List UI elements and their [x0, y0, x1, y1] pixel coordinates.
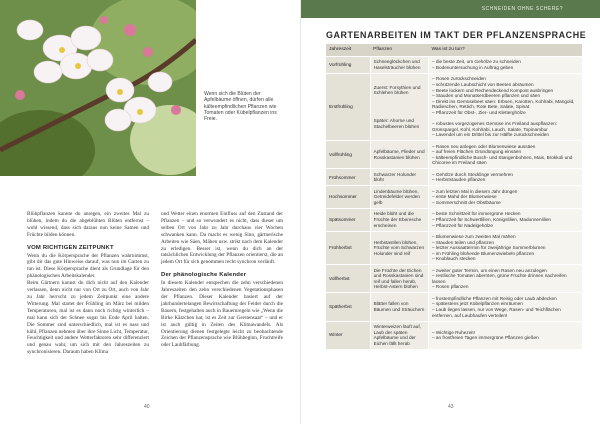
table-cell-season: Frühsommer [326, 169, 370, 186]
running-header-bar [301, 0, 600, 18]
intro-paragraph: Blühpflanzen kannte du anregen, ein zweites Mal zu blühen, indem du die abgeblühten Blüten entfernst – wohl wissend, dass sich daraus nun keine Samen und Früchte bilden können. [27, 211, 149, 238]
table-cell-todo: – Gehölze durch Stecklinge vermehren – Herbststauden pflanzen [428, 169, 582, 186]
table-row [326, 57, 582, 74]
section-heading: VOM RICHTIGEN ZEITPUNKT [27, 244, 114, 251]
table-cell-season: Winter [326, 321, 370, 349]
table-header-row [326, 44, 582, 57]
table-cell-todo: – frostempfindliche Pflanzen mit Reisig oder Laub abdecken – spätestens jetzt Kübelpflanzen einräumen – Laub liegen lassen, nur von Wege, Rasen- und Teichflächen entfernen, auf Laubhaufen verteilen! [428, 293, 582, 321]
table-cell-plants: Herbstastilen blühen, Früchte vom Schwarzen Holunder sind reif [370, 231, 428, 265]
table-cell-plants: Schneeglöckchen und Haselsträucher blühen [370, 57, 428, 74]
table-cell-todo: – Wichtige Ruhezeit! – an frostfreien Tagen immergrüne Pflanzen gießen [428, 321, 582, 349]
table-cell-plants: Lindenbäume blühen, Getreidefelder werden gelb [370, 186, 428, 209]
table-row [326, 293, 582, 321]
table-body [326, 57, 582, 349]
table-cell-plants: Winterweizen läuft auf, Laub der späten Apfelbäume und der Eichen fällt herab [370, 321, 428, 349]
running-header-text: SCHNEIDEN OHNE SCHERE? [481, 6, 563, 12]
table-cell-todo: – zum letzten Mal in diesem Jahr düngen – erste Mahd der Blumenwiese – Sommerschnitt der Obstbäume [428, 186, 582, 209]
table-cell-plants: Blätter fallen von Bäumen und Sträuchern [370, 293, 428, 321]
garden-calendar-table [326, 44, 582, 349]
table-cell-todo: – beste Schnittzeit für immergrüne Hecken – Pflanzzeit für Schwertlilien, Königslilien, Madonnenlilien – Pflanzzeit für Nadelgehölze [428, 208, 582, 231]
table-row [326, 265, 582, 293]
table-cell-season: Vollfrühling [326, 141, 370, 169]
column-header: Pflanzen [370, 44, 428, 57]
table-cell-season: Spätsommer [326, 208, 370, 231]
right-page [300, 0, 600, 424]
body-paragraph: und Wetter einen enormen Einfluss auf den Zustand der Pflanzen – und so verwundert es nicht, dass dieser um selben Ort von Jahr zu Jahr durchaus vier Wochen schwanken kann. Da macht es wenig Sinn, gärtnerische Arbeiten wie Säen, Mähen usw. strikt nach dem Kalender zu erledigen. Besser ist, wenn du dich an der tatsächlichen Entwicklung der Pflanzen orientierst, die an jedem Ort für sich genommen recht synchron verläuft. [161, 211, 283, 266]
table-cell-season: Vorfrühling [326, 57, 370, 74]
sub-heading: Der phänologische Kalender [161, 272, 247, 279]
table-cell-season: Hochsommer [326, 186, 370, 209]
table-row [326, 141, 582, 169]
table-row [326, 231, 582, 265]
text-column-left [27, 211, 149, 356]
table-cell-season: Frühherbst [326, 231, 370, 265]
table-title: GARTENARBEITEN IM TAKT DER PFLANZENSPRACHE [326, 30, 587, 40]
page-number: 43 [448, 404, 454, 410]
page-number: 40 [144, 404, 150, 410]
body-paragraph: Wenn du die Körpersprache der Pflanzen wahrnimmst, gibt dir das gute Hinweise darauf, was nun im Garten zu tun ist. Diese Körpersprache dient als Grundlage für den phänologischen Arbeitskalender. [27, 252, 149, 280]
table-cell-todo: – Rasen neu anlegen oder Blumenwiese aussäen – auf freien Flächen Gründüngung einsäen – kälteempfindliche Busch- und Stangenbohnen, Mais, Brokkoli und Chicoree im Freiland säen [428, 141, 582, 169]
column-header: Was ist zu tun? [428, 44, 582, 57]
table-cell-plants: Heide blüht und die Früchte der Eberesche erscheinen [370, 208, 428, 231]
table-cell-todo: – zweiter guter Termin, um einen Rasen neu anzulegen – restlische Tomaten abernten, grüne Früchte drinnen nachreifen lassen – Rosen pflanzen [428, 265, 582, 293]
table-cell-plants: Apfelbäume, Flieder und Rosskastanien blühen [370, 141, 428, 169]
apple-blossom-photo [0, 0, 196, 176]
column-header: Jahreszeit [326, 44, 370, 57]
table-cell-plants: Schwarzer Holunder blüht [370, 169, 428, 186]
table-row [326, 321, 582, 349]
table-cell-season: Spätherbst [326, 293, 370, 321]
table-cell-todo: – Blumenwiese zum zweiten Mal mähen – Stauden teilen und pflanzen – letzter Aussaattermin für zweijährige Sommerblumen – im Frühling blühende Blumenzwiebeln pflanzen – Knoblauch stecken [428, 231, 582, 265]
table-cell-plants: Die Früchte der Eichen und Rosskastanien sind reif und fallen herab, Herbst-Astern blühen [370, 265, 428, 293]
table-cell-todo: – die beste Zeit, um Gehölze zu schneiden – Bodenuntersuchung in Auftrag geben [428, 57, 582, 74]
table-cell-todo: – Rosen zurückschneiden – schützende Laubschicht von Beeten abräumen – Beete lockern und Rechendeckend Kompost ausbringen – Stauden und Monatserdbeeren pflanzen und säen – Direkt ins Gemüsebeet säen: Erbsen, Karotten, Kohlrabi, Mangold, Radieschen, Rettich, Rote Bete, Salate, Spinat – Pflanzzeit für Obst-, Zier- und Kletterghölze – robustes vorgezogenes Gemüse ins Freiland auspflanzen: Grünspargel, Kohl, Kohlrabi, Lauch, Salate, Topinambur – Lavendel um ein Drittel bis zur Hälfte zurückschneiden [428, 73, 582, 140]
photo-caption: Wenn sich die Blüten der Apfelbäume öffnen, dürfen alle kälteempfindlichen Pflanzen wie Tomaten oder Kübelpflanzen ins Freie. [204, 91, 277, 123]
table-row [326, 186, 582, 209]
text-column-right [161, 211, 283, 349]
table-row [326, 169, 582, 186]
table-row [326, 73, 582, 140]
table-cell-season: Vollherbst [326, 265, 370, 293]
table-row [326, 208, 582, 231]
table-cell-season: Erstfrühling [326, 73, 370, 140]
body-paragraph: Beim Gärtnern kannst du dich nicht auf den Kalender verlassen, denn nicht nur von Ort zu Ort, auch von Jahr zu Jahr herrscht zu jedem Zeitpunkt eine andere Witterung. Mal startet der Frühling im März bei milden Temperaturen, mal ist es dann noch richtig winterlich – mal kann sich der Schnee sogar bis Ende April halten. Die Sommer sind unterschiedlich, mal ist es nass und kühl, Pflanzen nehmen über ihre Sinne Licht, Temperatur, Feuchtigkeit und andere Wetterfaktoren sehr differenziert und genau wahr, um sich mit den Jahreszeiten zu synchronisieren. Daraum haben Klima [27, 280, 149, 356]
body-paragraph: In diesem Kalender entspechen die zehn verschiedenen Jahreszeiten den zehn verschiedenen Vegetationsphasen der Pflanzen. Dieser Kalender basiert auf der jahrhundertelangen Bewirtschaftung der Felder durch die Bauern, festgehalten auch in Bauernregeln wie „Wenn die Birke Kätzchen hat, ist es Zeit zur Gerstensaat“ – und er ist auch gültig in Zeiten des Klimawandels. Als Orientierung dienen festgelegte leicht zu beobachtende Zeichen der Pflanzensprache wie Blühbeginn, Fruchtreife oder Laubfärbung. [161, 280, 283, 349]
table-cell-plants: Zuerst: Forsythien und Schlehen blühen Später: Ahorne und Stachelbeeren blühen [370, 73, 428, 140]
